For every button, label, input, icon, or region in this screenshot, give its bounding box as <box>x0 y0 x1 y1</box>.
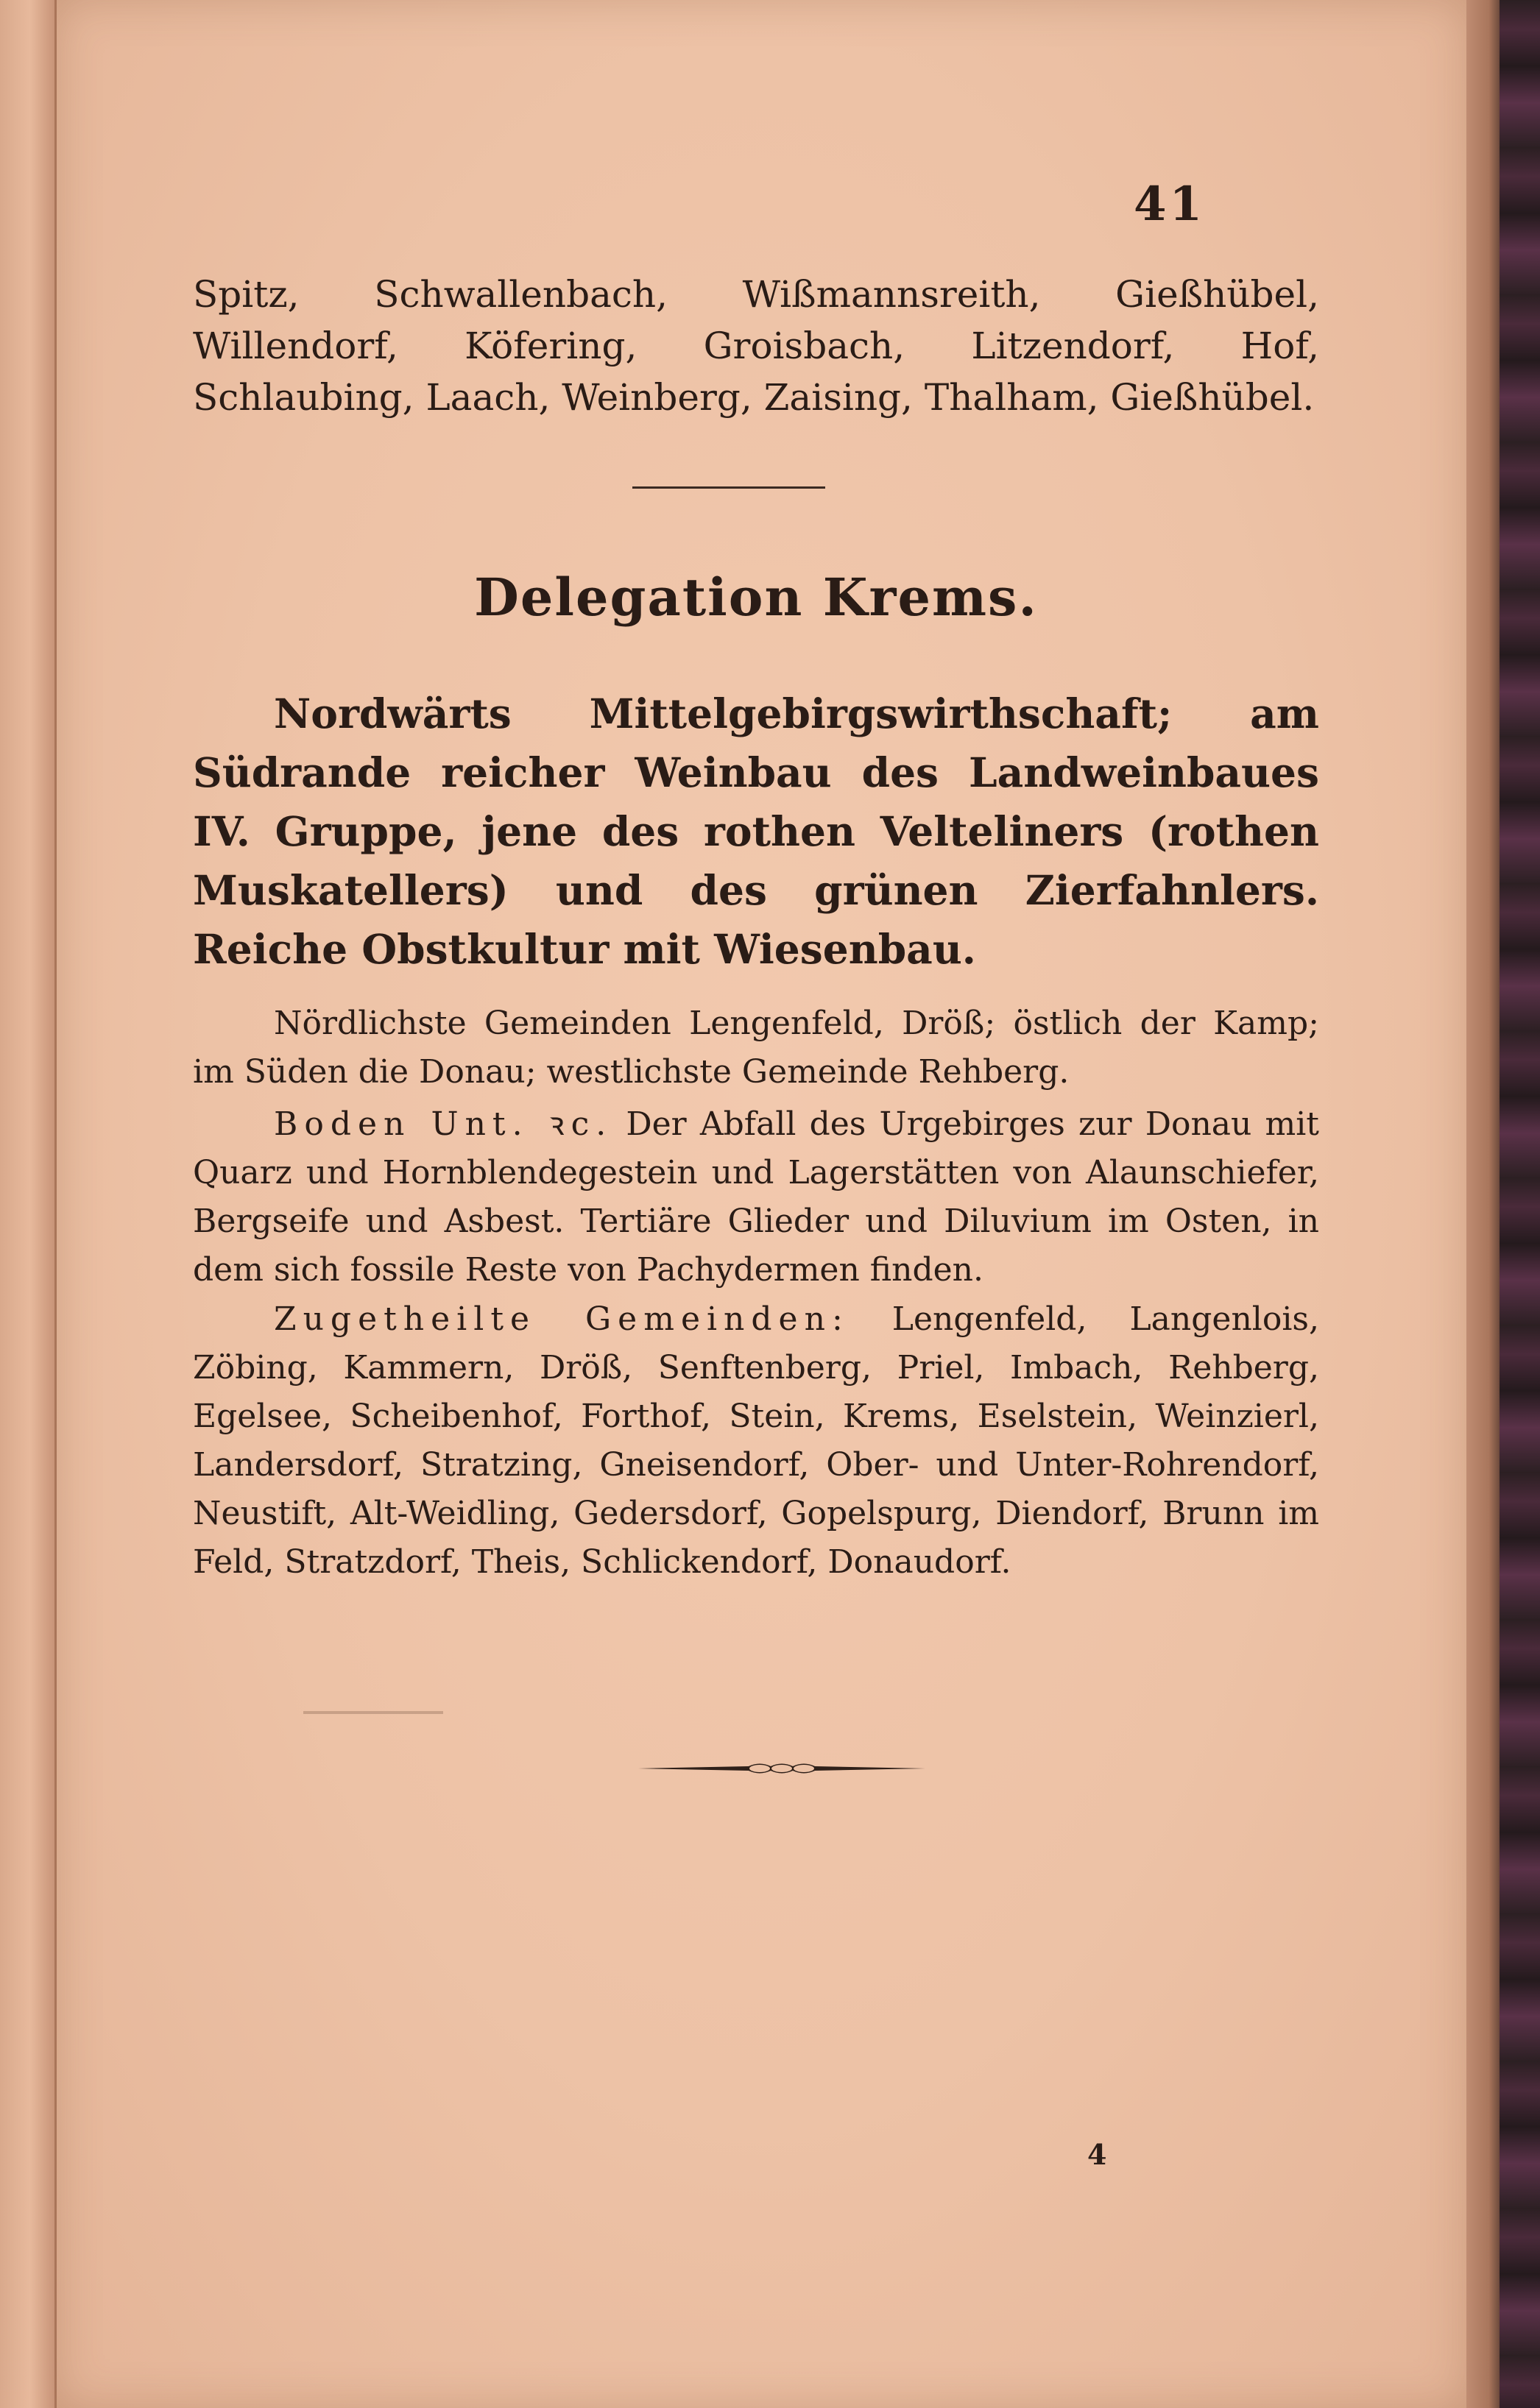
soil-paragraph <box>193 1100 1319 1295</box>
communities-label: Zugetheilte Gemeinden: <box>274 1300 850 1338</box>
communities-text: Lengenfeld, Langenlois, Zöbing, Kammern, Dröß, Senftenberg, Priel, Imbach, Rehberg, Egelsee, Scheibenhof, Forthof, Stein, Krems, Eselstein, Weinzierl, Landersdorf, Stratzing, Gneisendorf, Ober- und Unter-Rohrendorf, Neustift, Alt-Weidling, Gedersdorf, Gopelspurg, Diendorf, Brunn im Feld, Stratzdorf, Theis, Schlickendorf, Donaudorf. <box>193 1300 1319 1581</box>
ink-smudge <box>303 1711 443 1714</box>
page-number: 41 <box>1133 177 1205 232</box>
section-divider-rule <box>632 486 825 489</box>
book-page <box>57 0 1466 2408</box>
lead-paragraph: Nordwärts Mittelgebirgswirthschaft; am Südrande reicher Weinbau des Landweinbaues IV. Gruppe, jene des rothen Velteliners (rothen Muskatellers) und des grünen Zierfahnlers. Reiche Obstkultur mit Wiesenbau. <box>193 690 1319 973</box>
left-page-edge <box>0 0 57 2408</box>
printer-signature-mark: 4 <box>1087 2138 1107 2171</box>
communities-paragraph <box>193 1295 1319 1587</box>
page-stack-edge <box>1464 0 1500 2408</box>
section-heading: Delegation Krems. <box>474 567 1038 628</box>
soil-text: Der Abfall des Urgebirges zur Donau mit Quarz und Hornblendegestein und Lagerstätten von Alaunschiefer, Bergseife und Asbest. Tertiäre Glieder und Diluvium im Osten, in dem sich fossile Reste von Pachydermen finden. <box>193 1105 1319 1289</box>
ornament-divider-icon <box>638 1757 925 1780</box>
soil-label: Boden Unt. ꝛc. <box>274 1105 613 1143</box>
intro-paragraph: Spitz, Schwallenbach, Wißmannsreith, Gießhübel, Willendorf, Köfering, Groisbach, Litzendorf, Hof, Schlaubing, Laach, Weinberg, Zaising, Thalham, Gießhübel. <box>193 273 1319 419</box>
borders-paragraph: Nördlichste Gemeinden Lengenfeld, Dröß; östlich der Kamp; im Süden die Donau; westlichste Gemeinde Rehberg. <box>193 1005 1319 1091</box>
